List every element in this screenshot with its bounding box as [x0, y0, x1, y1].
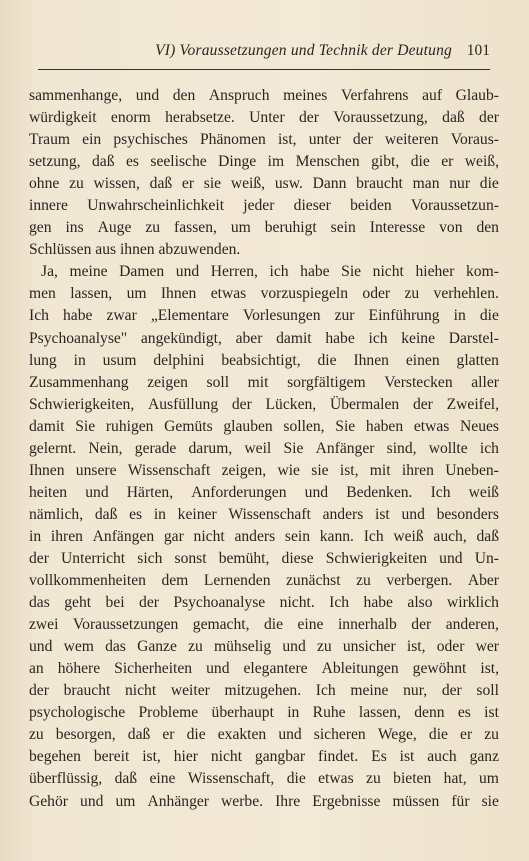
text-line: das geht bei der Psychoanalyse nicht. Ich habe also wirklich [29, 594, 499, 612]
text-line: nämlich, daß es in keiner Wissenschaft anders ist und besonders [29, 505, 499, 523]
text-line: Gehör und um Anhänger werbe. Ihre Ergebnisse müssen für sie [29, 792, 499, 810]
body-text [29, 85, 499, 813]
text-line: innere Unwahrscheinlichkeit jeder dieser beiden Voraussetzun- [29, 197, 499, 215]
text-line: psychologische Probleme überhaupt in Ruhe lassen, denn es ist [29, 704, 499, 722]
text-line: der Unterricht sich sonst bemüht, diese Schwierigkeiten und Un- [29, 549, 499, 567]
text-line: sammenhange, und den Anspruch meines Verfahrens auf Glaub- [29, 87, 499, 104]
text-line: begehen bereit ist, hier nicht gangbar findet. Es ist auch ganz [29, 748, 499, 766]
text-line: lung in usum delphini beabsichtigt, die Ihnen einen glatten [29, 351, 499, 369]
text-line: der braucht nicht weiter mitzugehen. Ich meine nur, der soll [29, 682, 499, 700]
text-line: zu besorgen, daß er die exakten und sicheren Wege, die er zu [29, 726, 499, 744]
text-line: gelernt. Nein, gerade darum, weil Sie Anfänger sind, wollte ich [29, 439, 499, 457]
page-number: 101 [466, 42, 490, 59]
text-line: gen ins Auge zu fassen, um beruhigt sein Interesse von den [29, 219, 499, 237]
text-line: überflüssig, daß eine Wissenschaft, die etwas zu bieten hat, um [29, 770, 499, 788]
text-line: vollkommenheiten dem Lernenden zunächst zu verbergen. Aber [29, 572, 499, 590]
text-line: Traum ein psychisches Phänomen ist, unter der weiteren Voraus- [29, 131, 499, 149]
text-line: Schlüssen aus ihnen abzuwenden. [29, 241, 241, 259]
text-line: men lassen, um Ihnen etwas vorzuspiegeln oder zu verhehlen. [29, 285, 499, 303]
text-line: an höhere Sicherheiten und elegantere Ableitungen gewöhnt ist, [29, 660, 499, 678]
text-line: ohne zu wissen, daß er sie weiß, usw. Dann braucht man nur die [29, 175, 499, 193]
text-line: Ihnen unsere Wissenschaft zeigen, wie sie ist, mit ihren Uneben- [29, 461, 499, 479]
header-rule [38, 69, 490, 70]
text-line: Ja, meine Damen und Herren, ich habe Sie nicht hieher kom- [41, 263, 499, 281]
text-line: Schwierigkeiten, Ausfüllung der Lücken, Übermalen der Zweifel, [29, 395, 499, 413]
text-line: Psychoanalyse" angekündigt, aber damit habe ich keine Darstel- [29, 329, 499, 347]
text-line: damit Sie ruhigen Gemüts glauben sollen, Sie haben etwas Neues [29, 417, 499, 435]
text-line: Zusammenhang zeigen soll mit sorgfältigem Verstecken aller [29, 373, 499, 391]
text-line: setzung, daß es seelische Dinge im Menschen gibt, die er weiß, [29, 153, 499, 171]
text-line: Ich habe zwar „Elementare Vorlesungen zur Einführung in die [29, 307, 499, 325]
text-line: in ihren Anfängen gar nicht anders sein kann. Ich weiß auch, daß [29, 527, 499, 545]
text-line: zwei Voraussetzungen gemacht, die eine innerhalb der anderen, [29, 616, 499, 634]
text-line: und wem das Ganze zu mühselig und zu unsicher ist, oder wer [29, 638, 499, 656]
text-line: heiten und Härten, Anforderungen und Bedenken. Ich weiß [29, 483, 499, 501]
text-line: würdigkeit enorm herabsetze. Unter der Voraussetzung, daß der [29, 109, 499, 127]
running-head: VI) Voraussetzungen und Technik der Deutung [155, 42, 452, 59]
